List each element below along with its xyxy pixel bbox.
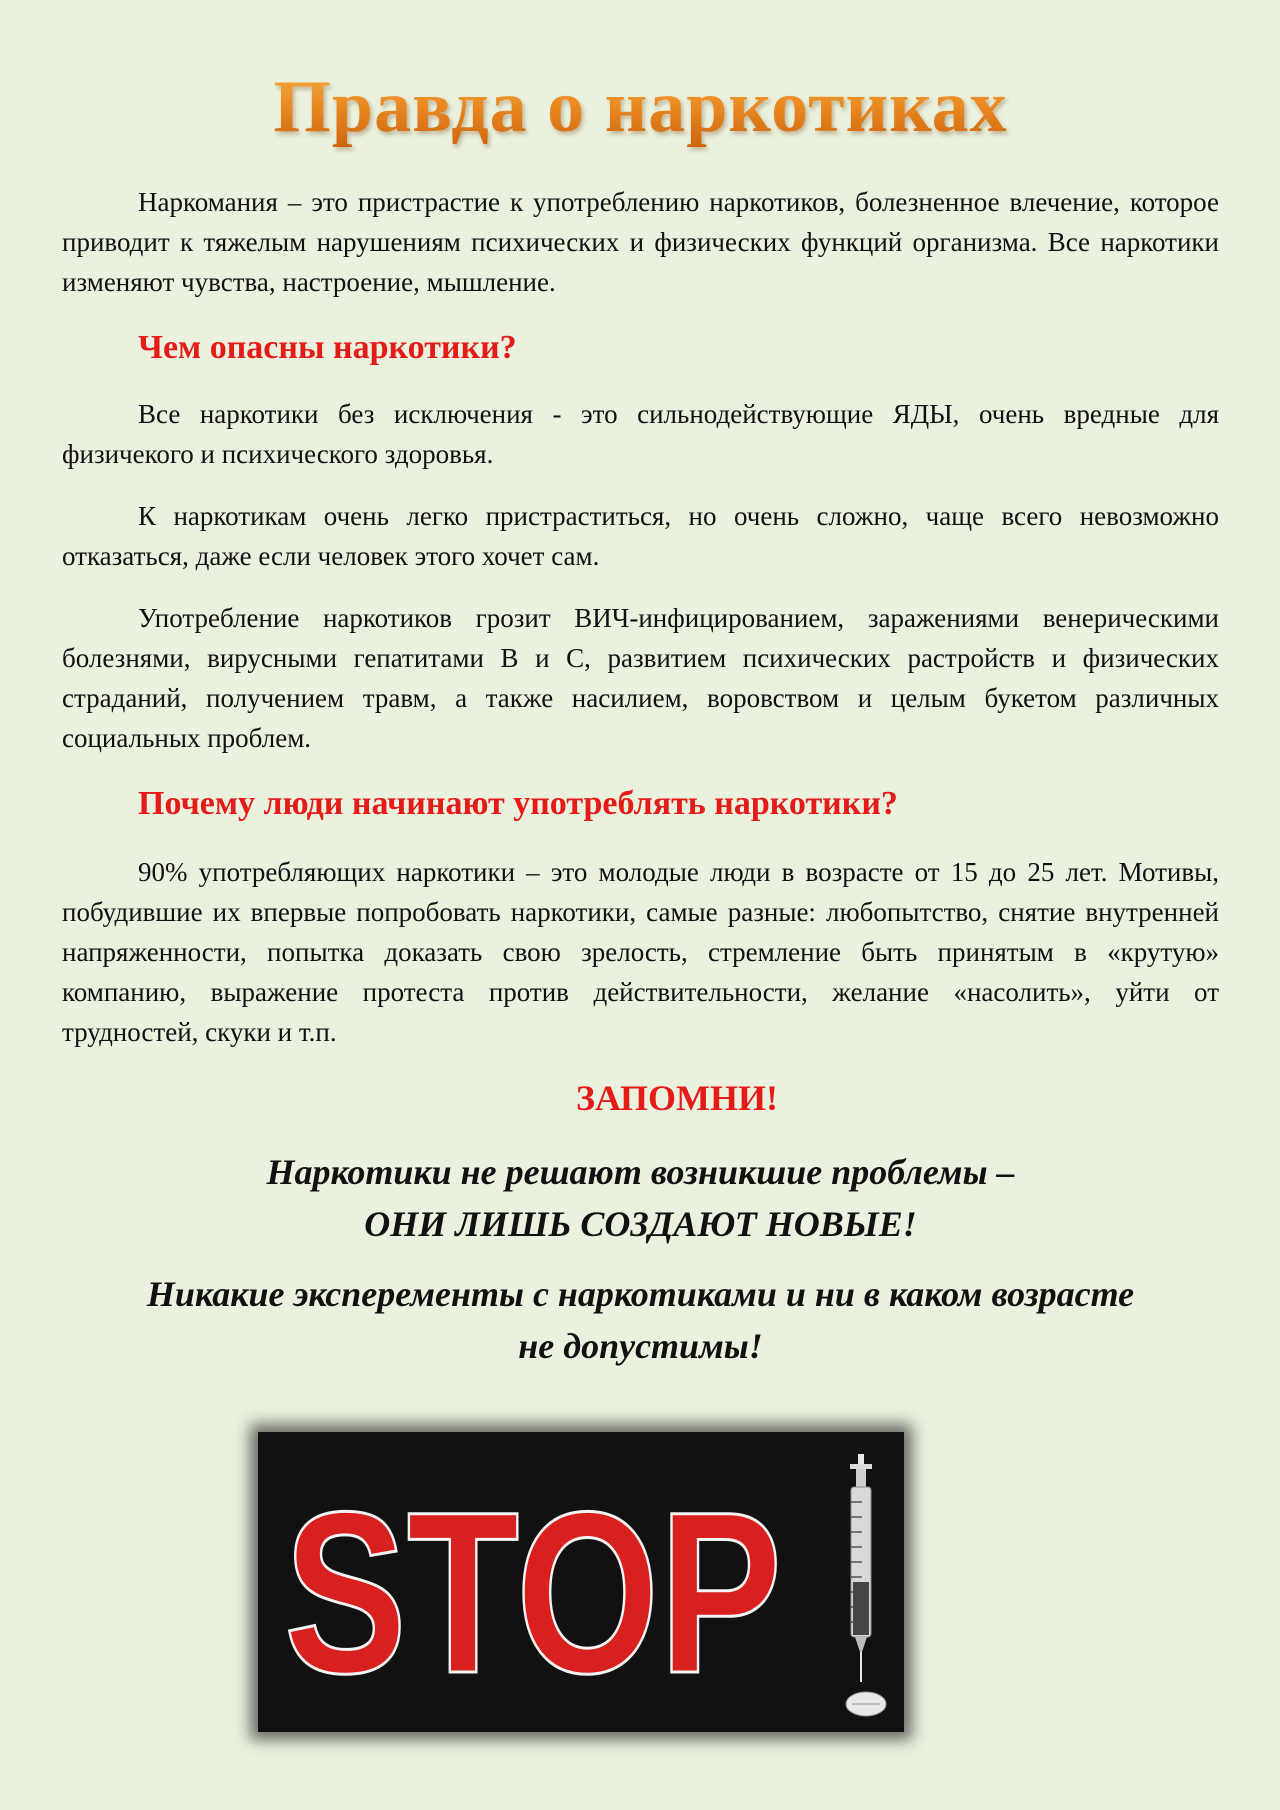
section-heading-dangers: Чем опасны наркотики?: [138, 329, 517, 366]
dangers-paragraph-2: К наркотикам очень легко пристраститься, но очень сложно, чаще всего невозможно отказаться, даже если человек этого хочет сам.: [62, 501, 1219, 571]
dangers-paragraph-3: Употребление наркотиков грозит ВИЧ-инфицированием, заражениями венерическими болезнями, вирусными гепатитами В и С, развитием психических растройств и физических страданий, получением травм, а также насилием, воровством и целым букетом различных социальных проблем.: [62, 603, 1219, 753]
dangers-paragraph-1: Все наркотики без исключения - это сильнодействующие ЯДЫ, очень вредные для физичекого и психического здоровья.: [62, 399, 1219, 469]
reasons-paragraph: 90% употребляющих наркотики – это молодые люди в возрасте от 15 до 25 лет. Мотивы, побудившие их впервые попробовать наркотики, самые разные: любопытство, снятие внутренней напряженности, попытка доказать свою зрелость, стремление быть принятым в «крутую» компанию, выражение протеста против действительности, желание «насолить», уйти от трудностей, скуки и т.п.: [62, 857, 1219, 1047]
page-title: Правда о наркотиках: [62, 62, 1219, 152]
slogan-2-line-1: Никакие эксперементы с наркотиками и ни в каком возрасте: [146, 1274, 1135, 1314]
slogan-block-1: [62, 1146, 1219, 1250]
intro-paragraph: Наркомания – это пристрастие к употреблению наркотиков, болезненное влечение, которое приводит к тяжелым нарушениям психических и физических функций организма. Все наркотики изменяют чувства, настроение, мышление.: [62, 187, 1219, 297]
section-heading-reasons: Почему люди начинают употреблять наркотики?: [138, 785, 898, 822]
stop-graphic: [258, 1432, 904, 1732]
stop-drugs-image: [258, 1432, 904, 1732]
slogan-block-2: [62, 1268, 1219, 1372]
slogan-2-line-2: не допустимы!: [518, 1326, 763, 1366]
slogan-1-line-1: Наркотики не решают возникшие проблемы –: [266, 1152, 1015, 1192]
syringe-exclamation-icon: [846, 1454, 886, 1716]
slogan-1-line-2: ОНИ ЛИШЬ СОЗДАЮТ НОВЫЕ!: [364, 1204, 917, 1244]
remember-heading: ЗАПОМНИ!: [575, 1078, 779, 1118]
stop-text: STOP: [284, 1464, 782, 1721]
